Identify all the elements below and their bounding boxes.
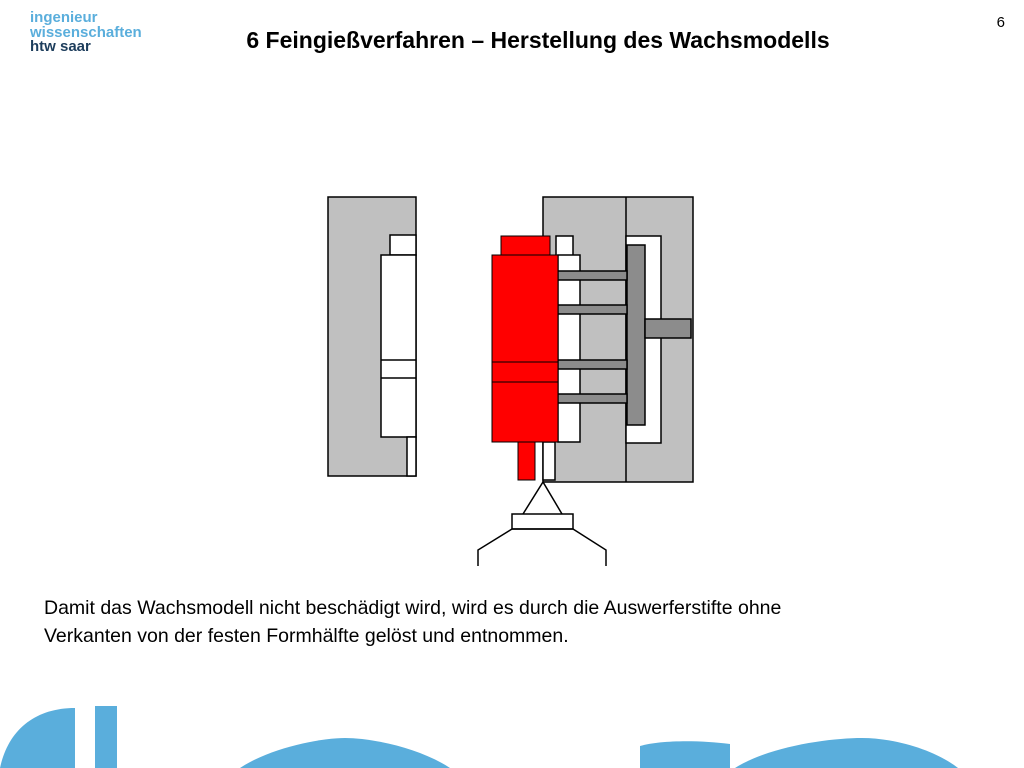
ejector-pin-3: [558, 360, 627, 369]
footer-shape-3: [240, 738, 450, 768]
ejector-rod: [645, 319, 691, 338]
footer-brand-shapes: [0, 690, 1024, 768]
logo-line-wissenschaften: wissenschaften: [30, 23, 142, 41]
footer-shape-4: [640, 741, 730, 768]
fixed-mould-half: [328, 197, 416, 476]
logo-line-htw-saar: htw saar: [30, 38, 91, 55]
logo-line-ingenieur: ingenieur: [30, 9, 98, 26]
caption-text: [44, 594, 984, 650]
ejector-pin-2: [558, 305, 627, 314]
caption-line-2: Verkanten von der festen Formhälfte gelöst und entnommen.: [44, 625, 569, 647]
ejector-pin-4: [558, 394, 627, 403]
moving-mould-half: [543, 197, 693, 482]
page-number: 6: [996, 14, 1005, 31]
footer-shape-1: [0, 708, 75, 768]
caption-line-1: Damit das Wachsmodell nicht beschädigt wird, wird es durch die Auswerferstifte ohne: [44, 597, 782, 619]
footer-shape-5: [735, 738, 958, 768]
gripper-device: [478, 482, 606, 566]
slide-title: 6 Feingießverfahren – Herstellung des Wachsmodells: [246, 27, 830, 53]
ejector-pin-1: [558, 271, 627, 280]
ejector-plate: [627, 245, 645, 425]
footer-shape-2: [95, 706, 117, 768]
